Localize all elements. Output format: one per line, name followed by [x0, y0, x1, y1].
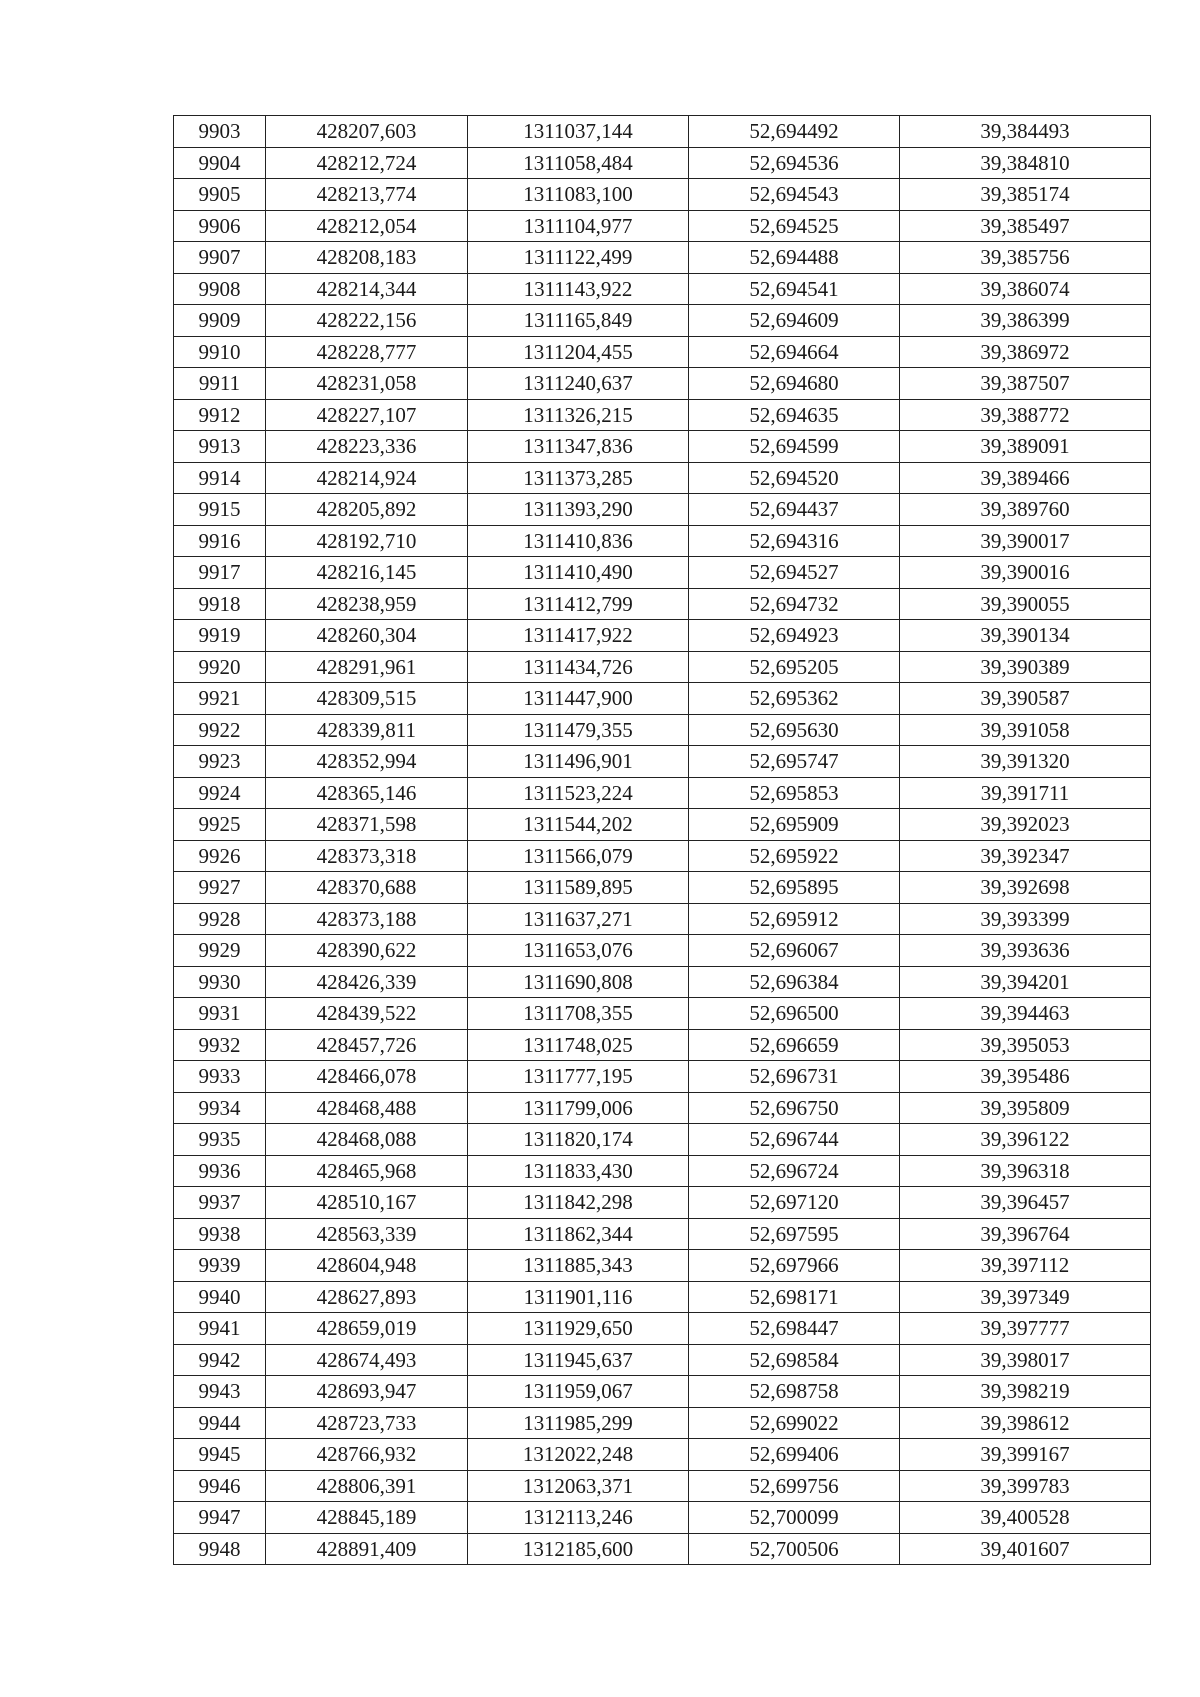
longitude-cell: 39,389466	[900, 462, 1151, 494]
y-coordinate-cell: 1311637,271	[468, 903, 689, 935]
x-coordinate-cell: 428214,344	[266, 273, 468, 305]
y-coordinate-cell: 1311842,298	[468, 1187, 689, 1219]
y-coordinate-cell: 1311037,144	[468, 116, 689, 148]
longitude-cell: 39,384810	[900, 147, 1151, 179]
point-number-cell: 9922	[174, 714, 266, 746]
y-coordinate-cell: 1311410,836	[468, 525, 689, 557]
point-number-cell: 9943	[174, 1376, 266, 1408]
point-number-cell: 9946	[174, 1470, 266, 1502]
latitude-cell: 52,694635	[689, 399, 900, 431]
x-coordinate-cell: 428806,391	[266, 1470, 468, 1502]
longitude-cell: 39,390055	[900, 588, 1151, 620]
point-number-cell: 9912	[174, 399, 266, 431]
x-coordinate-cell: 428426,339	[266, 966, 468, 998]
x-coordinate-cell: 428693,947	[266, 1376, 468, 1408]
longitude-cell: 39,392698	[900, 872, 1151, 904]
point-number-cell: 9903	[174, 116, 266, 148]
latitude-cell: 52,694543	[689, 179, 900, 211]
table-row	[174, 1439, 1151, 1471]
point-number-cell: 9931	[174, 998, 266, 1030]
table-row	[174, 494, 1151, 526]
y-coordinate-cell: 1311447,900	[468, 683, 689, 715]
latitude-cell: 52,696384	[689, 966, 900, 998]
y-coordinate-cell: 1311165,849	[468, 305, 689, 337]
longitude-cell: 39,396318	[900, 1155, 1151, 1187]
longitude-cell: 39,384493	[900, 116, 1151, 148]
latitude-cell: 52,694732	[689, 588, 900, 620]
point-number-cell: 9911	[174, 368, 266, 400]
y-coordinate-cell: 1311566,079	[468, 840, 689, 872]
longitude-cell: 39,392023	[900, 809, 1151, 841]
latitude-cell: 52,694536	[689, 147, 900, 179]
x-coordinate-cell: 428891,409	[266, 1533, 468, 1565]
point-number-cell: 9925	[174, 809, 266, 841]
coordinates-table-body	[174, 116, 1151, 1565]
table-row	[174, 777, 1151, 809]
x-coordinate-cell: 428510,167	[266, 1187, 468, 1219]
x-coordinate-cell: 428223,336	[266, 431, 468, 463]
point-number-cell: 9936	[174, 1155, 266, 1187]
y-coordinate-cell: 1311347,836	[468, 431, 689, 463]
latitude-cell: 52,696744	[689, 1124, 900, 1156]
latitude-cell: 52,695630	[689, 714, 900, 746]
longitude-cell: 39,399783	[900, 1470, 1151, 1502]
y-coordinate-cell: 1311833,430	[468, 1155, 689, 1187]
x-coordinate-cell: 428208,183	[266, 242, 468, 274]
y-coordinate-cell: 1311417,922	[468, 620, 689, 652]
table-row	[174, 620, 1151, 652]
point-number-cell: 9933	[174, 1061, 266, 1093]
x-coordinate-cell: 428309,515	[266, 683, 468, 715]
x-coordinate-cell: 428212,724	[266, 147, 468, 179]
point-number-cell: 9914	[174, 462, 266, 494]
latitude-cell: 52,694923	[689, 620, 900, 652]
point-number-cell: 9929	[174, 935, 266, 967]
table-row	[174, 1124, 1151, 1156]
y-coordinate-cell: 1311143,922	[468, 273, 689, 305]
x-coordinate-cell: 428627,893	[266, 1281, 468, 1313]
point-number-cell: 9932	[174, 1029, 266, 1061]
point-number-cell: 9934	[174, 1092, 266, 1124]
point-number-cell: 9910	[174, 336, 266, 368]
point-number-cell: 9928	[174, 903, 266, 935]
y-coordinate-cell: 1311929,650	[468, 1313, 689, 1345]
table-row	[174, 179, 1151, 211]
table-row	[174, 557, 1151, 589]
latitude-cell: 52,696724	[689, 1155, 900, 1187]
latitude-cell: 52,695362	[689, 683, 900, 715]
x-coordinate-cell: 428766,932	[266, 1439, 468, 1471]
y-coordinate-cell: 1311748,025	[468, 1029, 689, 1061]
point-number-cell: 9919	[174, 620, 266, 652]
longitude-cell: 39,385497	[900, 210, 1151, 242]
point-number-cell: 9913	[174, 431, 266, 463]
x-coordinate-cell: 428231,058	[266, 368, 468, 400]
table-row	[174, 399, 1151, 431]
x-coordinate-cell: 428214,924	[266, 462, 468, 494]
table-row	[174, 872, 1151, 904]
y-coordinate-cell: 1311479,355	[468, 714, 689, 746]
table-row	[174, 1250, 1151, 1282]
longitude-cell: 39,398219	[900, 1376, 1151, 1408]
latitude-cell: 52,694520	[689, 462, 900, 494]
latitude-cell: 52,696659	[689, 1029, 900, 1061]
point-number-cell: 9908	[174, 273, 266, 305]
table-row	[174, 1061, 1151, 1093]
latitude-cell: 52,697966	[689, 1250, 900, 1282]
table-row	[174, 305, 1151, 337]
point-number-cell: 9944	[174, 1407, 266, 1439]
longitude-cell: 39,397112	[900, 1250, 1151, 1282]
latitude-cell: 52,695912	[689, 903, 900, 935]
x-coordinate-cell: 428238,959	[266, 588, 468, 620]
table-row	[174, 147, 1151, 179]
x-coordinate-cell: 428291,961	[266, 651, 468, 683]
y-coordinate-cell: 1312022,248	[468, 1439, 689, 1471]
y-coordinate-cell: 1311410,490	[468, 557, 689, 589]
point-number-cell: 9905	[174, 179, 266, 211]
longitude-cell: 39,398017	[900, 1344, 1151, 1376]
point-number-cell: 9942	[174, 1344, 266, 1376]
latitude-cell: 52,694609	[689, 305, 900, 337]
table-row	[174, 1407, 1151, 1439]
longitude-cell: 39,398612	[900, 1407, 1151, 1439]
x-coordinate-cell: 428457,726	[266, 1029, 468, 1061]
longitude-cell: 39,391058	[900, 714, 1151, 746]
longitude-cell: 39,390389	[900, 651, 1151, 683]
longitude-cell: 39,395053	[900, 1029, 1151, 1061]
x-coordinate-cell: 428468,088	[266, 1124, 468, 1156]
longitude-cell: 39,391320	[900, 746, 1151, 778]
latitude-cell: 52,695205	[689, 651, 900, 683]
y-coordinate-cell: 1311690,808	[468, 966, 689, 998]
longitude-cell: 39,390134	[900, 620, 1151, 652]
longitude-cell: 39,393636	[900, 935, 1151, 967]
table-row	[174, 1155, 1151, 1187]
table-row	[174, 1313, 1151, 1345]
point-number-cell: 9935	[174, 1124, 266, 1156]
table-row	[174, 683, 1151, 715]
table-row	[174, 1218, 1151, 1250]
x-coordinate-cell: 428213,774	[266, 179, 468, 211]
table-row	[174, 1376, 1151, 1408]
point-number-cell: 9924	[174, 777, 266, 809]
table-row	[174, 210, 1151, 242]
x-coordinate-cell: 428723,733	[266, 1407, 468, 1439]
y-coordinate-cell: 1311862,344	[468, 1218, 689, 1250]
latitude-cell: 52,696067	[689, 935, 900, 967]
point-number-cell: 9920	[174, 651, 266, 683]
y-coordinate-cell: 1311204,455	[468, 336, 689, 368]
x-coordinate-cell: 428373,318	[266, 840, 468, 872]
longitude-cell: 39,391711	[900, 777, 1151, 809]
x-coordinate-cell: 428466,078	[266, 1061, 468, 1093]
y-coordinate-cell: 1311373,285	[468, 462, 689, 494]
point-number-cell: 9938	[174, 1218, 266, 1250]
longitude-cell: 39,385756	[900, 242, 1151, 274]
point-number-cell: 9909	[174, 305, 266, 337]
y-coordinate-cell: 1311985,299	[468, 1407, 689, 1439]
y-coordinate-cell: 1311058,484	[468, 147, 689, 179]
y-coordinate-cell: 1311708,355	[468, 998, 689, 1030]
latitude-cell: 52,694680	[689, 368, 900, 400]
latitude-cell: 52,700506	[689, 1533, 900, 1565]
longitude-cell: 39,390016	[900, 557, 1151, 589]
x-coordinate-cell: 428339,811	[266, 714, 468, 746]
longitude-cell: 39,396457	[900, 1187, 1151, 1219]
point-number-cell: 9904	[174, 147, 266, 179]
longitude-cell: 39,386972	[900, 336, 1151, 368]
y-coordinate-cell: 1311945,637	[468, 1344, 689, 1376]
latitude-cell: 52,697120	[689, 1187, 900, 1219]
longitude-cell: 39,393399	[900, 903, 1151, 935]
latitude-cell: 52,699756	[689, 1470, 900, 1502]
table-row	[174, 966, 1151, 998]
x-coordinate-cell: 428468,488	[266, 1092, 468, 1124]
longitude-cell: 39,394463	[900, 998, 1151, 1030]
table-row	[174, 903, 1151, 935]
table-row	[174, 651, 1151, 683]
latitude-cell: 52,700099	[689, 1502, 900, 1534]
table-row	[174, 998, 1151, 1030]
latitude-cell: 52,694664	[689, 336, 900, 368]
y-coordinate-cell: 1311393,290	[468, 494, 689, 526]
longitude-cell: 39,390017	[900, 525, 1151, 557]
longitude-cell: 39,389091	[900, 431, 1151, 463]
latitude-cell: 52,694527	[689, 557, 900, 589]
y-coordinate-cell: 1311240,637	[468, 368, 689, 400]
latitude-cell: 52,695909	[689, 809, 900, 841]
longitude-cell: 39,399167	[900, 1439, 1151, 1471]
longitude-cell: 39,400528	[900, 1502, 1151, 1534]
longitude-cell: 39,396764	[900, 1218, 1151, 1250]
y-coordinate-cell: 1311104,977	[468, 210, 689, 242]
latitude-cell: 52,694492	[689, 116, 900, 148]
coordinates-table	[173, 115, 1151, 1565]
y-coordinate-cell: 1311885,343	[468, 1250, 689, 1282]
longitude-cell: 39,396122	[900, 1124, 1151, 1156]
y-coordinate-cell: 1311799,006	[468, 1092, 689, 1124]
latitude-cell: 52,696500	[689, 998, 900, 1030]
latitude-cell: 52,694541	[689, 273, 900, 305]
x-coordinate-cell: 428228,777	[266, 336, 468, 368]
x-coordinate-cell: 428659,019	[266, 1313, 468, 1345]
point-number-cell: 9940	[174, 1281, 266, 1313]
table-row	[174, 462, 1151, 494]
point-number-cell: 9906	[174, 210, 266, 242]
x-coordinate-cell: 428222,156	[266, 305, 468, 337]
latitude-cell: 52,695853	[689, 777, 900, 809]
longitude-cell: 39,386399	[900, 305, 1151, 337]
point-number-cell: 9921	[174, 683, 266, 715]
longitude-cell: 39,386074	[900, 273, 1151, 305]
x-coordinate-cell: 428352,994	[266, 746, 468, 778]
table-row	[174, 525, 1151, 557]
longitude-cell: 39,395486	[900, 1061, 1151, 1093]
point-number-cell: 9927	[174, 872, 266, 904]
latitude-cell: 52,694525	[689, 210, 900, 242]
x-coordinate-cell: 428604,948	[266, 1250, 468, 1282]
point-number-cell: 9907	[174, 242, 266, 274]
x-coordinate-cell: 428365,146	[266, 777, 468, 809]
longitude-cell: 39,385174	[900, 179, 1151, 211]
x-coordinate-cell: 428674,493	[266, 1344, 468, 1376]
latitude-cell: 52,699022	[689, 1407, 900, 1439]
point-number-cell: 9918	[174, 588, 266, 620]
y-coordinate-cell: 1312113,246	[468, 1502, 689, 1534]
table-row	[174, 431, 1151, 463]
y-coordinate-cell: 1312063,371	[468, 1470, 689, 1502]
latitude-cell: 52,695922	[689, 840, 900, 872]
y-coordinate-cell: 1311589,895	[468, 872, 689, 904]
y-coordinate-cell: 1311544,202	[468, 809, 689, 841]
table-row	[174, 840, 1151, 872]
point-number-cell: 9939	[174, 1250, 266, 1282]
table-row	[174, 242, 1151, 274]
y-coordinate-cell: 1311959,067	[468, 1376, 689, 1408]
latitude-cell: 52,694437	[689, 494, 900, 526]
x-coordinate-cell: 428390,622	[266, 935, 468, 967]
x-coordinate-cell: 428439,522	[266, 998, 468, 1030]
x-coordinate-cell: 428260,304	[266, 620, 468, 652]
point-number-cell: 9926	[174, 840, 266, 872]
longitude-cell: 39,392347	[900, 840, 1151, 872]
x-coordinate-cell: 428207,603	[266, 116, 468, 148]
table-row	[174, 1533, 1151, 1565]
x-coordinate-cell: 428212,054	[266, 210, 468, 242]
latitude-cell: 52,699406	[689, 1439, 900, 1471]
latitude-cell: 52,698584	[689, 1344, 900, 1376]
point-number-cell: 9923	[174, 746, 266, 778]
table-row	[174, 273, 1151, 305]
y-coordinate-cell: 1311412,799	[468, 588, 689, 620]
y-coordinate-cell: 1312185,600	[468, 1533, 689, 1565]
y-coordinate-cell: 1311326,215	[468, 399, 689, 431]
latitude-cell: 52,694599	[689, 431, 900, 463]
table-row	[174, 1092, 1151, 1124]
longitude-cell: 39,397777	[900, 1313, 1151, 1345]
latitude-cell: 52,698447	[689, 1313, 900, 1345]
y-coordinate-cell: 1311496,901	[468, 746, 689, 778]
latitude-cell: 52,695747	[689, 746, 900, 778]
longitude-cell: 39,394201	[900, 966, 1151, 998]
longitude-cell: 39,389760	[900, 494, 1151, 526]
x-coordinate-cell: 428845,189	[266, 1502, 468, 1534]
latitude-cell: 52,696750	[689, 1092, 900, 1124]
x-coordinate-cell: 428192,710	[266, 525, 468, 557]
latitude-cell: 52,698758	[689, 1376, 900, 1408]
longitude-cell: 39,390587	[900, 683, 1151, 715]
table-row	[174, 1470, 1151, 1502]
table-row	[174, 809, 1151, 841]
longitude-cell: 39,401607	[900, 1533, 1151, 1565]
table-row	[174, 935, 1151, 967]
y-coordinate-cell: 1311083,100	[468, 179, 689, 211]
point-number-cell: 9917	[174, 557, 266, 589]
x-coordinate-cell: 428465,968	[266, 1155, 468, 1187]
x-coordinate-cell: 428373,188	[266, 903, 468, 935]
longitude-cell: 39,388772	[900, 399, 1151, 431]
table-row	[174, 588, 1151, 620]
latitude-cell: 52,697595	[689, 1218, 900, 1250]
table-row	[174, 1502, 1151, 1534]
y-coordinate-cell: 1311523,224	[468, 777, 689, 809]
point-number-cell: 9930	[174, 966, 266, 998]
y-coordinate-cell: 1311122,499	[468, 242, 689, 274]
y-coordinate-cell: 1311777,195	[468, 1061, 689, 1093]
x-coordinate-cell: 428371,598	[266, 809, 468, 841]
x-coordinate-cell: 428216,145	[266, 557, 468, 589]
longitude-cell: 39,397349	[900, 1281, 1151, 1313]
point-number-cell: 9915	[174, 494, 266, 526]
y-coordinate-cell: 1311820,174	[468, 1124, 689, 1156]
table-row	[174, 1187, 1151, 1219]
latitude-cell: 52,698171	[689, 1281, 900, 1313]
latitude-cell: 52,695895	[689, 872, 900, 904]
latitude-cell: 52,696731	[689, 1061, 900, 1093]
y-coordinate-cell: 1311434,726	[468, 651, 689, 683]
y-coordinate-cell: 1311901,116	[468, 1281, 689, 1313]
point-number-cell: 9937	[174, 1187, 266, 1219]
latitude-cell: 52,694488	[689, 242, 900, 274]
x-coordinate-cell: 428205,892	[266, 494, 468, 526]
longitude-cell: 39,387507	[900, 368, 1151, 400]
point-number-cell: 9947	[174, 1502, 266, 1534]
longitude-cell: 39,395809	[900, 1092, 1151, 1124]
point-number-cell: 9945	[174, 1439, 266, 1471]
y-coordinate-cell: 1311653,076	[468, 935, 689, 967]
table-row	[174, 746, 1151, 778]
x-coordinate-cell: 428227,107	[266, 399, 468, 431]
point-number-cell: 9941	[174, 1313, 266, 1345]
point-number-cell: 9916	[174, 525, 266, 557]
x-coordinate-cell: 428563,339	[266, 1218, 468, 1250]
table-row	[174, 714, 1151, 746]
table-row	[174, 1281, 1151, 1313]
table-row	[174, 1344, 1151, 1376]
table-row	[174, 1029, 1151, 1061]
table-row	[174, 336, 1151, 368]
table-row	[174, 368, 1151, 400]
latitude-cell: 52,694316	[689, 525, 900, 557]
table-row	[174, 116, 1151, 148]
x-coordinate-cell: 428370,688	[266, 872, 468, 904]
point-number-cell: 9948	[174, 1533, 266, 1565]
